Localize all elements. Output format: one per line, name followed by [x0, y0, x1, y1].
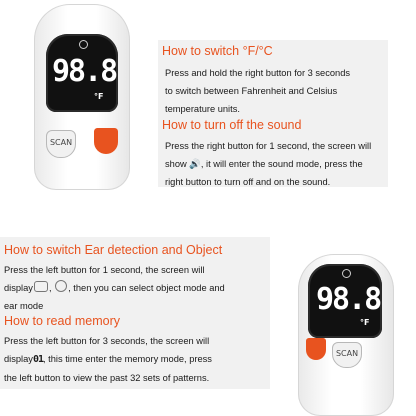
read-memory-heading: How to read memory [4, 314, 121, 328]
text-segment: , then you can select object mode and [68, 283, 225, 293]
ear-mode-icon [79, 40, 88, 49]
sound-off-text [165, 137, 371, 191]
switch-units-text [165, 64, 350, 118]
memory-code: 01 [32, 354, 43, 365]
text-line: Press the left button for 3 seconds, the screen will [4, 336, 210, 346]
text-line: Press the right button for 1 second, the screen will [165, 141, 372, 151]
ear-mode-icon [55, 280, 67, 292]
text-line: right button to turn off and on the sound. [165, 177, 331, 187]
read-memory-text [4, 332, 212, 387]
text-segment: display [4, 354, 33, 364]
text-line: Press and hold the right button for 3 seconds [165, 68, 351, 78]
temperature-reading: 98.8 [52, 54, 117, 89]
temperature-reading: 98.8 [316, 282, 381, 317]
text-line: the left button to view the past 32 sets of patterns. [4, 373, 210, 383]
bottom-instruction-panel [0, 237, 270, 389]
text-line [4, 279, 225, 297]
temperature-unit: °F [360, 318, 370, 327]
right-button[interactable] [94, 128, 118, 154]
text-line: to switch between Fahrenheit and Celsius [165, 86, 338, 96]
top-instruction-panel [158, 40, 388, 187]
ear-mode-icon [342, 269, 351, 278]
ear-object-text [4, 261, 225, 315]
lcd-screen [46, 34, 118, 112]
sound-off-heading: How to turn off the sound [162, 118, 302, 132]
left-button[interactable] [306, 338, 326, 360]
scan-label: SCAN [49, 138, 73, 147]
thermometer-top [28, 0, 138, 190]
switch-units-heading: How to switch °F/°C [162, 44, 273, 58]
text-segment: display [4, 283, 33, 293]
text-segment: , this time enter the memory mode, press [43, 354, 212, 364]
thermometer-bottom [292, 250, 402, 416]
text-line: ear mode [4, 301, 44, 311]
scan-button[interactable] [332, 342, 362, 368]
text-line: Press the left button for 1 second, the screen will [4, 265, 205, 275]
lcd-screen [308, 264, 382, 338]
scan-button[interactable] [46, 130, 76, 158]
text-line: temperature units. [165, 104, 240, 114]
ear-object-heading: How to switch Ear detection and Object [4, 243, 223, 257]
scan-label: SCAN [335, 349, 359, 358]
text-line [4, 350, 212, 369]
text-line: show 🔊, it will enter the sound mode, press the [165, 159, 363, 169]
temperature-unit: °F [94, 92, 104, 101]
text-segment: , [48, 283, 55, 293]
object-mode-icon [34, 281, 48, 292]
